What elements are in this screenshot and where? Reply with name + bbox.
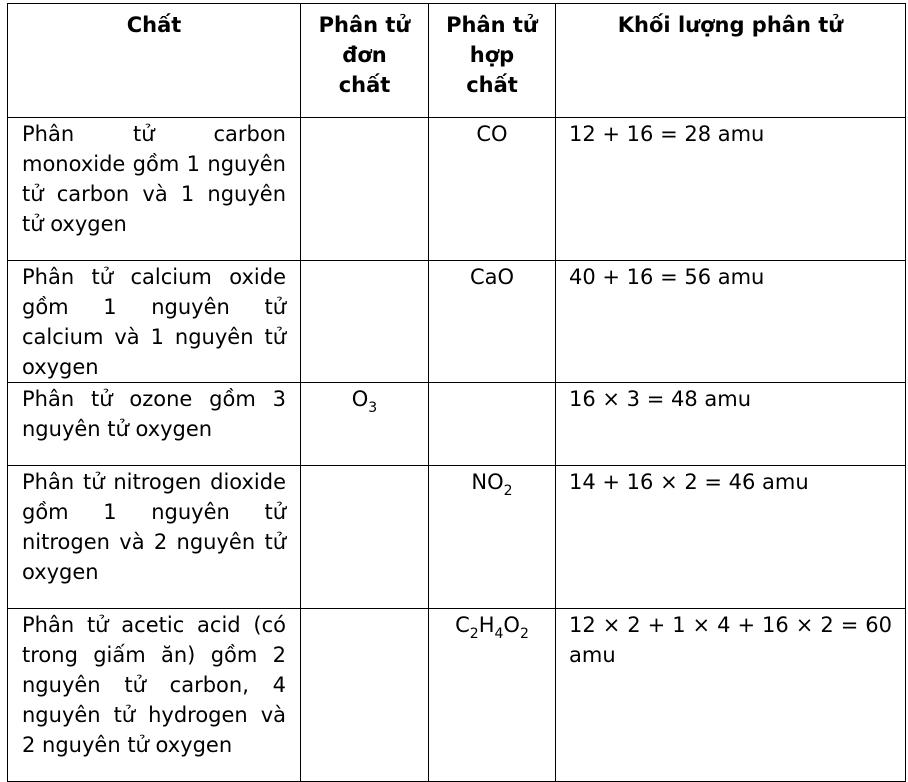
table-row [8,261,906,383]
header-molecular-mass [556,4,906,118]
formula-symbol: C [455,613,470,637]
compound-formula [429,383,555,384]
formula-subscript: 3 [368,400,378,416]
simple-formula [301,118,428,119]
chemical-formula [351,387,378,416]
formula-subscript: 4 [494,626,504,642]
molecular-mass-value: 12 × 2 + 1 × 4 + 16 × 2 = 60 amu [569,613,892,667]
compound-molecule-cell [429,383,556,466]
substance-cell [8,118,301,261]
substance-cell [8,383,301,466]
molecular-mass-cell [556,261,906,383]
formula-symbol: O [503,613,520,637]
simple-molecule-cell [301,609,429,782]
simple-formula [301,383,428,414]
simple-molecule-cell [301,466,429,609]
substance-cell [8,609,301,782]
molecular-mass-value: 12 + 16 = 28 amu [569,122,765,146]
simple-molecule-cell [301,261,429,383]
compound-formula [429,466,555,497]
formula-subscript: 2 [503,483,513,499]
simple-molecule-cell [301,383,429,466]
formula-symbol: H [478,613,495,637]
substance-cell [8,261,301,383]
formula-symbol: CO [476,122,508,146]
molecular-mass-cell [556,383,906,466]
header-compound-molecule [429,4,556,118]
molecular-mass-cell [556,466,906,609]
molecular-mass-value: 40 + 16 = 56 amu [569,265,765,289]
molecular-mass-value: 16 × 3 = 48 amu [569,387,752,411]
substance-cell [8,466,301,609]
simple-formula [301,466,428,467]
simple-formula [301,609,428,610]
header-molecular-mass-label: Khối lượng phân tử [617,13,844,37]
compound-formula [429,609,555,640]
formula-symbol: CaO [469,265,515,289]
chemical-formula [476,122,507,146]
table-row [8,383,906,466]
chemical-formula [455,613,529,642]
chemical-formula [471,470,513,499]
compound-molecule-cell [429,609,556,782]
substance-description: Phân tử acetic acid (có trong giấm ăn) gồm 2 nguyên tử carbon, 4 nguyên tử hydrogen và 2 nguyên tử oxygen [22,613,286,757]
simple-molecule-cell [301,118,429,261]
compound-molecule-cell [429,466,556,609]
compound-formula [429,118,555,149]
formula-symbol: O [351,387,369,411]
header-simple-molecule [301,4,429,118]
table-row [8,609,906,782]
formula-subscript: 2 [469,626,479,642]
substance-description: Phân tử carbon monoxide gồm 1 nguyên tử carbon và 1 nguyên tử oxygen [22,122,286,236]
header-compound-molecule-label: Phân tử hợp chất [446,13,538,97]
molecular-mass-cell [556,118,906,261]
compound-molecule-cell [429,261,556,383]
header-substance [8,4,301,118]
substance-description: Phân tử nitrogen dioxide gồm 1 nguyên tử nitrogen và 2 nguyên tử oxygen [22,470,286,584]
molecular-mass-cell [556,609,906,782]
chemical-formula [470,265,514,289]
substance-description: Phân tử calcium oxide gồm 1 nguyên tử calcium và 1 nguyên tử oxygen [22,265,286,379]
molecular-mass-value: 14 + 16 × 2 = 46 amu [569,470,809,494]
compound-molecule-cell [429,118,556,261]
header-row [8,4,906,118]
substance-description: Phân tử ozone gồm 3 nguyên tử oxygen [22,387,286,441]
table-row [8,466,906,609]
header-substance-label: Chất [126,13,182,37]
table-body [8,118,906,782]
formula-symbol: NO [471,470,504,494]
compound-formula [429,261,555,292]
molecule-table [7,3,906,782]
simple-formula [301,261,428,262]
header-simple-molecule-label: Phân tử đơn chất [318,13,411,97]
formula-subscript: 2 [519,626,529,642]
table-row [8,118,906,261]
